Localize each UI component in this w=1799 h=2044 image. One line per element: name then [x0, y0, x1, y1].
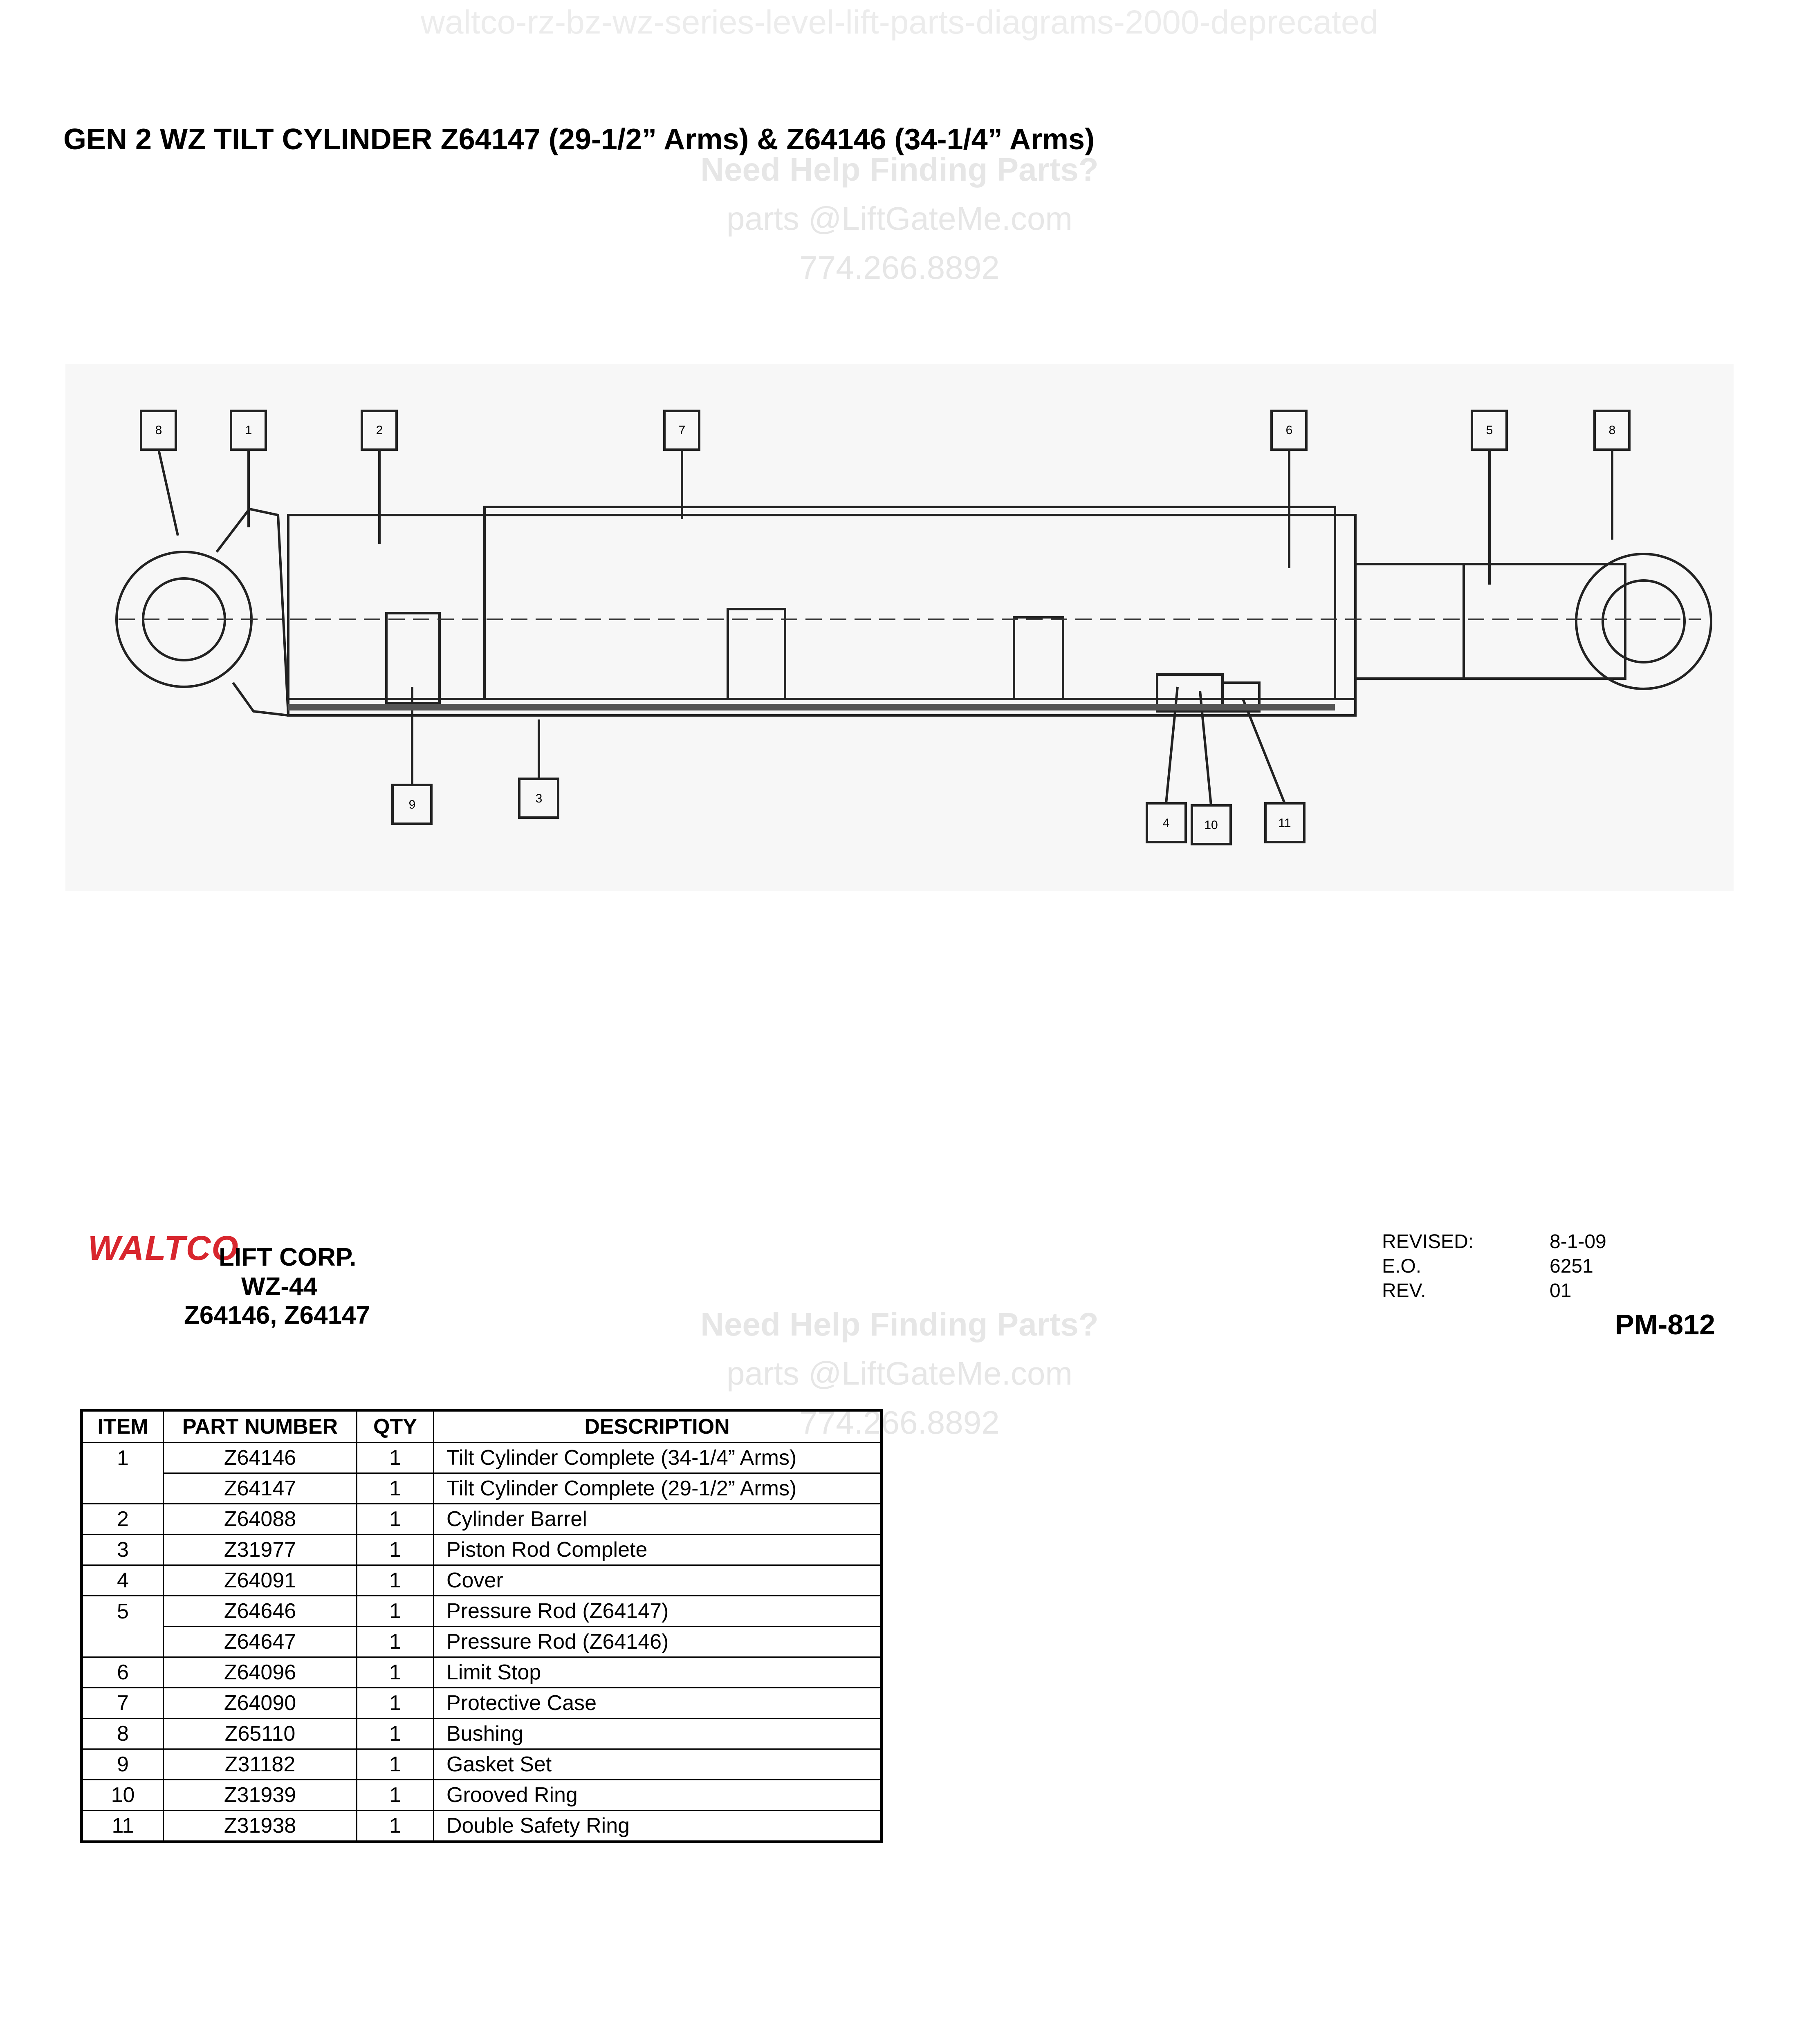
rev-label: REV. — [1382, 1280, 1426, 1302]
revision-block — [1382, 1230, 1606, 1303]
cell-description: Pressure Rod (Z64147) — [434, 1596, 882, 1627]
page-id: PM-812 — [1615, 1309, 1716, 1340]
callout-bottom: 3 — [535, 792, 543, 805]
help-phone: 774.266.8892 — [799, 1404, 1000, 1441]
cell-part-number: Z64096 — [164, 1657, 357, 1688]
callout-top: 8 — [155, 424, 162, 437]
cell-qty: 1 — [357, 1443, 434, 1473]
col-description: DESCRIPTION — [434, 1410, 882, 1443]
cell-qty: 1 — [357, 1473, 434, 1504]
cell-description: Grooved Ring — [434, 1780, 882, 1811]
cell-part-number: Z31977 — [164, 1535, 357, 1565]
cell-part-number: Z64647 — [164, 1627, 357, 1657]
col-qty: QTY — [357, 1410, 434, 1443]
table-row — [82, 1811, 882, 1842]
col-item: ITEM — [82, 1410, 164, 1443]
cell-item: 2 — [82, 1504, 164, 1535]
cell-qty: 1 — [357, 1688, 434, 1719]
cell-qty: 1 — [357, 1719, 434, 1749]
help-email: parts @LiftGateMe.com — [727, 1355, 1072, 1392]
cell-item: 1 — [82, 1443, 164, 1473]
cell-item: 6 — [82, 1657, 164, 1688]
cell-part-number: Z64088 — [164, 1504, 357, 1535]
cell-part-number: Z64147 — [164, 1473, 357, 1504]
cell-description: Cover — [434, 1565, 882, 1596]
cell-part-number: Z64091 — [164, 1565, 357, 1596]
cylinder-diagram — [65, 364, 1734, 891]
rev-value: 01 — [1550, 1280, 1572, 1302]
cell-part-number: Z31939 — [164, 1780, 357, 1811]
cell-description: Piston Rod Complete — [434, 1535, 882, 1565]
company-name: LIFT CORP. — [219, 1243, 357, 1271]
table-row — [82, 1473, 882, 1504]
cell-item: 8 — [82, 1719, 164, 1749]
cell-part-number: Z31182 — [164, 1749, 357, 1780]
cell-item: 10 — [82, 1780, 164, 1811]
cell-description: Gasket Set — [434, 1749, 882, 1780]
revised-value: 8-1-09 — [1550, 1231, 1606, 1253]
cell-part-number: Z65110 — [164, 1719, 357, 1749]
cell-item: 4 — [82, 1565, 164, 1596]
watermark-filename: waltco-rz-bz-wz-series-level-lift-parts-diagrams-2000-deprecated — [420, 4, 1379, 41]
table-row — [82, 1627, 882, 1657]
help-email: parts @LiftGateMe.com — [727, 200, 1072, 237]
cell-description: Bushing — [434, 1719, 882, 1749]
cell-description: Limit Stop — [434, 1657, 882, 1688]
cell-qty: 1 — [357, 1627, 434, 1657]
callout-top: 8 — [1608, 424, 1616, 437]
revised-label: REVISED: — [1382, 1231, 1474, 1253]
cell-part-number: Z64646 — [164, 1596, 357, 1627]
part-numbers: Z64146, Z64147 — [184, 1301, 370, 1329]
callout-bottom: 10 — [1204, 818, 1218, 832]
cell-item — [82, 1473, 164, 1504]
help-heading: Need Help Finding Parts? — [700, 151, 1099, 188]
eo-value: 6251 — [1550, 1255, 1593, 1277]
callout-top: 7 — [678, 424, 686, 437]
cell-item: 7 — [82, 1688, 164, 1719]
callout-top: 2 — [376, 424, 383, 437]
table-row — [82, 1443, 882, 1473]
cell-description: Tilt Cylinder Complete (29-1/2” Arms) — [434, 1473, 882, 1504]
cell-item: 5 — [82, 1596, 164, 1627]
callout-top: 5 — [1486, 424, 1493, 437]
page-title: GEN 2 WZ TILT CYLINDER Z64147 (29-1/2” Arms) & Z64146 (34-1/4” Arms) — [63, 123, 1095, 156]
table-row — [82, 1565, 882, 1596]
cell-description: Tilt Cylinder Complete (34-1/4” Arms) — [434, 1443, 882, 1473]
table-row — [82, 1504, 882, 1535]
cell-item: 11 — [82, 1811, 164, 1842]
parts-table — [80, 1409, 883, 1843]
cell-part-number: Z64090 — [164, 1688, 357, 1719]
help-heading: Need Help Finding Parts? — [700, 1306, 1099, 1342]
cell-qty: 1 — [357, 1749, 434, 1780]
cell-qty: 1 — [357, 1504, 434, 1535]
cell-description: Protective Case — [434, 1688, 882, 1719]
help-watermark-top — [491, 145, 1308, 292]
table-row — [82, 1535, 882, 1565]
cell-qty: 1 — [357, 1780, 434, 1811]
cell-item: 3 — [82, 1535, 164, 1565]
cell-description: Pressure Rod (Z64146) — [434, 1627, 882, 1657]
cell-part-number: Z31938 — [164, 1811, 357, 1842]
cell-qty: 1 — [357, 1535, 434, 1565]
model-number: WZ-44 — [241, 1273, 317, 1301]
cell-qty: 1 — [357, 1596, 434, 1627]
callout-bottom: 9 — [408, 798, 416, 811]
cell-qty: 1 — [357, 1811, 434, 1842]
table-header-row — [82, 1410, 882, 1443]
help-phone: 774.266.8892 — [799, 249, 1000, 286]
eo-label: E.O. — [1382, 1255, 1422, 1277]
callout-bottom: 11 — [1278, 816, 1291, 830]
callout-bottom: 4 — [1162, 816, 1170, 830]
table-row — [82, 1596, 882, 1627]
table-row — [82, 1749, 882, 1780]
table-row — [82, 1719, 882, 1749]
cell-description: Cylinder Barrel — [434, 1504, 882, 1535]
cell-description: Double Safety Ring — [434, 1811, 882, 1842]
callout-top: 1 — [245, 424, 252, 437]
callout-top: 6 — [1285, 424, 1293, 437]
cell-item: 9 — [82, 1749, 164, 1780]
cell-qty: 1 — [357, 1657, 434, 1688]
table-row — [82, 1780, 882, 1811]
table-row — [82, 1688, 882, 1719]
cell-qty: 1 — [357, 1565, 434, 1596]
col-part-number: PART NUMBER — [164, 1410, 357, 1443]
table-row — [82, 1657, 882, 1688]
cell-part-number: Z64146 — [164, 1443, 357, 1473]
cell-item — [82, 1627, 164, 1657]
waltco-logo: WALTCO — [88, 1229, 239, 1267]
